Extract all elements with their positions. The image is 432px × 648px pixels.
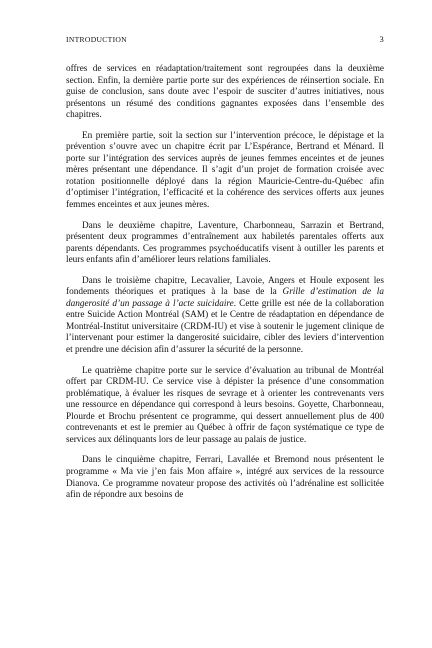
page-number: 3 bbox=[379, 34, 384, 44]
running-title: INTRODUCTION bbox=[66, 35, 127, 44]
paragraph-chapter-three-rest: . Cette grille est née de la collaboration entre Suicide Action Montréal (SAM) et le Centre de réadaptation en dépendance de Montréal-Institut universitaire (CRDM-IU) et vise à soutenir le jugement clinique de l’intervenant pour estimer la dangerosité suicidaire, cibler des leviers d’intervention et prendre une décision afin d’assurer la sécurité de la personne. bbox=[66, 298, 384, 356]
paragraph-first-part: En première partie, soit la section sur l’intervention précoce, le dépistage et la prévention s’ouvre avec un chapitre écrit par L’Espérance, Bertrand et Ménard. Il porte sur l’intégration des services auprès de jeunes femmes enceintes et de jeunes mères présentant une dépendance. Il s’agit d’un projet de formation croisée avec rotation positionnelle déployé dans la région Mauricie-Centre-du-Québec afin d’optimiser l’intégration, l’efficacité et la cohérence des services offerts aux jeunes femmes enceintes et aux jeunes mères. bbox=[66, 130, 384, 211]
paragraph-chapter-three bbox=[66, 276, 384, 357]
paragraph-chapter-two: Dans le deuxième chapitre, Laventure, Charbonneau, Sarrazin et Bertrand, présentent deux programmes d’entraînement aux habiletés parentales offerts aux parents dépendants. Ces programmes psychoéducatifs visent à outiller les parents et leurs enfants afin d’améliorer leurs relations familiales. bbox=[66, 220, 384, 266]
paragraph-chapter-three-lead: Dans le troisième chapitre, Lecavalier, Lavoie, Angers et Houle exposent les fondements théoriques et pratiques à la base de la bbox=[66, 275, 384, 298]
running-header bbox=[66, 34, 384, 52]
paragraph-continuation: offres de services en réadaptation/traitement sont regroupées dans la deuxième section. Enfin, la dernière partie porte sur des expériences de réinsertion sociale. En guise de conclusion, sans doute avec l’espoir de susciter d’autres initiatives, nous présentons un résumé des conditions gagnantes exposées dans l’ensemble des chapitres. bbox=[66, 64, 384, 121]
paragraph-chapter-five: Dans le cinquième chapitre, Ferrari, Lavallée et Bremond nous présentent le programme « Ma vie j’en fais Mon affaire », intégré aux services de la ressource Dianova. Ce programme novateur propose des activités où l’adrénaline est sollicitée afin de répondre aux besoins de bbox=[66, 455, 384, 501]
body-text bbox=[66, 64, 384, 502]
paragraph-chapter-four: Le quatrième chapitre porte sur le service d’évaluation au tribunal de Montréal offert par CRDM-IU. Ce service vise à dépister la présence d’une consommation problématique, à évaluer les risques de sevrage et à orienter les contrevenants vers une ressource en dépendance qui correspond à leurs besoins. Goyette, Charbonneau, Plourde et Brochu présentent ce programme, qui dessert annuellement plus de 400 contrevenants et est le premier au Québec à offrir de façon systématique ce type de services aux délinquants lors de leur passage au palais de justice. bbox=[66, 365, 384, 445]
grid-title-italic: Grille d’estimation de la dangerosité d’un passage à l’acte suicidaire bbox=[66, 287, 384, 309]
